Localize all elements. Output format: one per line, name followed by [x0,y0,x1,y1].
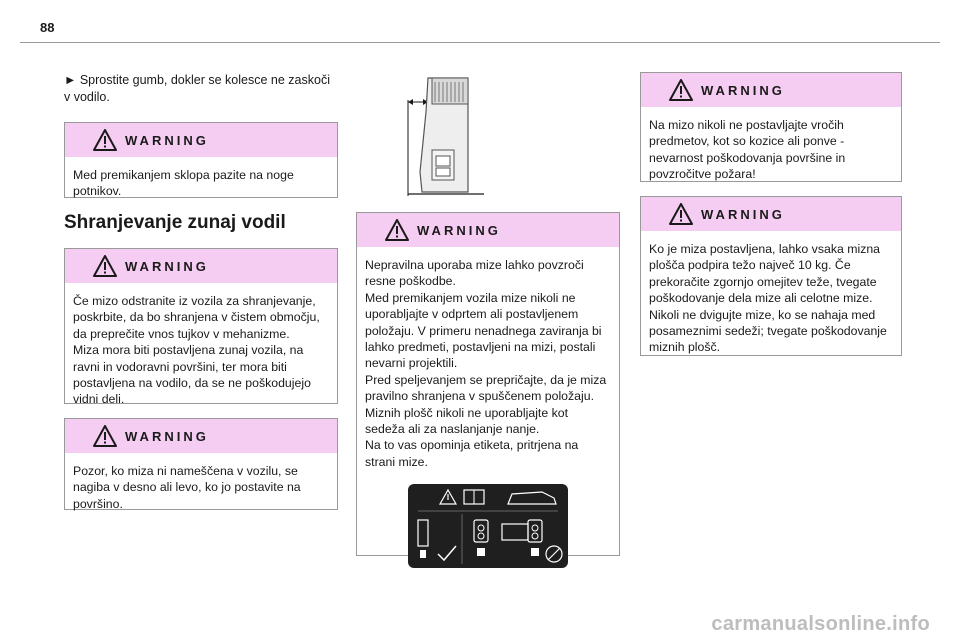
section-heading: Shranjevanje zunaj vodil [64,212,286,233]
warning-header [65,123,337,157]
warning-triangle-icon [385,219,409,241]
warning-text: Med premikanjem sklopa pazite na noge potnikov. [73,168,294,199]
warning-box-weight-limit [640,196,902,356]
warning-title: WARNING [125,132,209,148]
warning-header [65,419,337,453]
warning-text: Nepravilna uporaba mize lahko povzroči resne poškodbe. Med premikanjem vozila mize nikoli ne uporabljajte v odprtem ali postavljenem položaju. V primeru nenadnega zaviranja bi lahko predmeti, postavljeni na mizi, postali nevarni projektili. Pred speljevanjem se prepričajte, da je miza pravilno shranjena v spuščenem položaju. Miznih plošč nikoli ne uporabljajte kot sedeža ali za naslanjanje nanje. Na to vas opominja etiketa, pritrjena na strani mize. [365,258,607,469]
warning-triangle-icon [93,255,117,277]
warning-header [65,249,337,283]
warning-text: Ko je miza postavljena, lahko vsaka mizna plošča podpira težo največ 10 kg. Če prekoračite zgornjo omejitev teže, tvegate poškodovanje dela mize ali celotne mize. Nikoli ne dvigujte mize, ko se nahaja med posameznimi sedeži; tvegate poškodovanje miznih plošč. [649,242,887,355]
warning-title: WARNING [417,222,501,238]
warning-title: WARNING [701,206,785,222]
warning-triangle-icon [669,203,693,225]
intro-instruction: ► Sprostite gumb, dokler se kolesce ne zaskoči v vodilo. [64,73,330,104]
table-side-illustration [356,72,620,200]
warning-text: Pozor, ko miza ni nameščena v vozilu, se nagiba v desno ali levo, ko jo postavite na površino. [73,464,301,511]
table-warning-label-image [408,484,568,568]
warning-header [641,73,901,107]
warning-triangle-icon [93,425,117,447]
warning-box-storage [64,248,338,407]
column-3 [640,72,902,370]
warning-box-feet [64,122,338,198]
column-2 [356,72,620,570]
warning-title: WARNING [125,258,209,274]
warning-text: Na mizo nikoli ne postavljajte vročih predmetov, kot so kozice ali ponve - nevarnost poškodovanja površine in povzročitve požara! [649,118,846,182]
warning-triangle-icon [93,129,117,151]
warning-box-tilt [64,418,338,510]
page-number: 88 [40,20,55,35]
warning-title: WARNING [125,428,209,444]
top-rule [20,42,940,43]
warning-box-hot-objects [640,72,902,182]
warning-box-usage [356,212,620,556]
warning-title: WARNING [701,82,785,98]
watermark: carmanualsonline.info [711,613,930,635]
warning-header [641,197,901,231]
warning-triangle-icon [669,79,693,101]
table-illustration [356,72,620,200]
warning-text: Če mizo odstranite iz vozila za shranjevanje, poskrbite, da bo shranjena v čistem območju, da preprečite vnos tujkov v mehanizme. Miza mora biti postavljena zunaj vozila, na ravni in vodoravni površini, ter mora biti postavljena na vodilo, da se ne poškodujejo vidni deli. [73,294,320,407]
warning-header [357,213,619,247]
column-1 [64,72,338,524]
